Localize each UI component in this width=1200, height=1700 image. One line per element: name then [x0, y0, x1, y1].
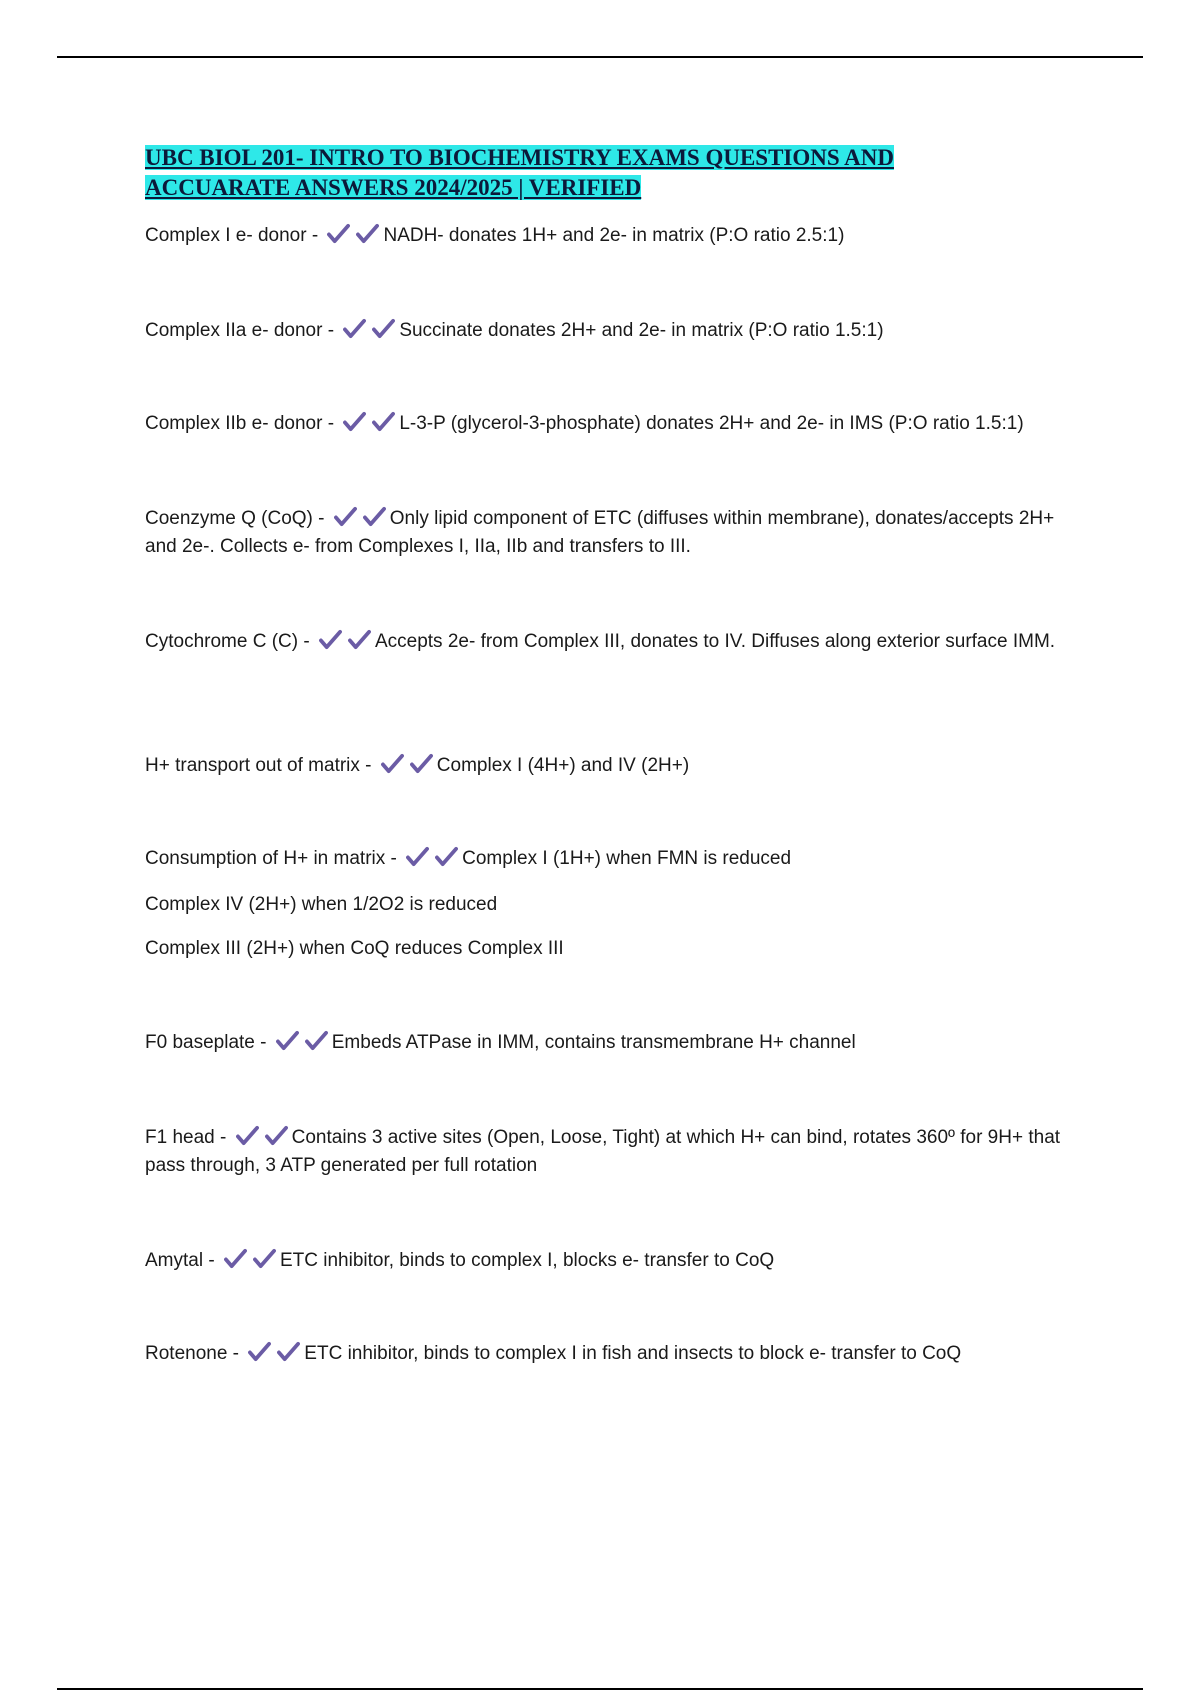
check-icon: [343, 411, 366, 432]
entry-separator: -: [322, 320, 340, 341]
check-icon: [253, 1248, 276, 1269]
entry-separator: -: [312, 508, 330, 529]
top-rule: [57, 56, 1143, 58]
check-pair: [343, 411, 395, 432]
check-icon: [381, 753, 404, 774]
entry-term: Cytochrome C (C): [145, 631, 299, 652]
entry-answer: Embeds ATPase in IMM, contains transmembrane H+ channel: [331, 1032, 856, 1053]
qa-entry: [145, 1340, 1075, 1368]
qa-entry: [145, 845, 1075, 873]
check-icon: [334, 506, 357, 527]
entry-term: Amytal: [145, 1250, 204, 1271]
entry-answer: Complex I (1H+) when FMN is reduced: [462, 848, 792, 869]
check-icon: [348, 629, 371, 650]
entry-term: Complex IIa e- donor: [145, 320, 323, 341]
entry-answer: ETC inhibitor, binds to complex I, blocks e- transfer to CoQ: [279, 1250, 775, 1271]
entry-answer: Accepts 2e- from Complex III, donates to IV. Diffuses along exterior surface IMM.: [374, 631, 1056, 652]
qa-entry: [145, 410, 1075, 438]
entry-term: F0 baseplate: [145, 1032, 255, 1053]
entry-answer: Succinate donates 2H+ and 2e- in matrix (P:O ratio 1.5:1): [399, 320, 884, 341]
entry-separator: -: [298, 631, 315, 652]
entry-separator: -: [203, 1250, 220, 1271]
entry-answer: ETC inhibitor, binds to complex I in fish and insects to block e- transfer to CoQ: [304, 1343, 962, 1364]
entry-term: Coenzyme Q (CoQ): [145, 508, 313, 529]
check-icon: [305, 1030, 328, 1051]
check-pair: [248, 1341, 300, 1362]
check-icon: [372, 318, 395, 339]
entry-separator: -: [322, 413, 340, 434]
title-line-1: UBC BIOL 201- INTRO TO BIOCHEMISTRY EXAMS QUESTIONS AND: [145, 145, 894, 170]
qa-entry: [145, 505, 1075, 561]
check-icon: [410, 753, 433, 774]
bottom-rule: [57, 1688, 1143, 1690]
entry-answer: Complex I (4H+) and IV (2H+): [436, 755, 690, 776]
check-icon: [319, 629, 342, 650]
check-pair: [224, 1248, 276, 1269]
qa-entry: [145, 628, 1075, 656]
entry-separator: -: [385, 848, 403, 869]
check-icon: [372, 411, 395, 432]
check-pair: [381, 753, 433, 774]
entry-term: H+ transport out of matrix: [145, 755, 360, 776]
check-pair: [327, 223, 379, 244]
entry-answer: Contains 3 active sites (Open, Loose, Tight) at which H+ can bind, rotates 360º for 9H+ that pass through, 3 ATP generated per full rotation: [145, 1127, 1061, 1176]
check-icon: [265, 1125, 288, 1146]
check-pair: [276, 1030, 328, 1051]
entry-separator: -: [359, 755, 377, 776]
continuation-line: Complex III (2H+) when CoQ reduces Complex III: [145, 938, 564, 959]
entry-answer: L-3-P (glycerol-3-phosphate) donates 2H+ and 2e- in IMS (P:O ratio 1.5:1): [399, 413, 1024, 434]
entry-term: Consumption of H+ in matrix: [145, 848, 386, 869]
check-icon: [236, 1125, 259, 1146]
check-pair: [319, 629, 371, 650]
entry-term: Complex IIb e- donor: [145, 413, 323, 434]
check-icon: [248, 1341, 271, 1362]
continuation-line: Complex IV (2H+) when 1/2O2 is reduced: [145, 894, 498, 915]
check-icon: [277, 1341, 300, 1362]
qa-entry: [145, 222, 1075, 250]
entry-answer: Only lipid component of ETC (diffuses within membrane), donates/accepts 2H+ and 2e-. Collects e- from Complexes I, IIa, IIb and transfers to III.: [145, 508, 1055, 557]
check-icon: [276, 1030, 299, 1051]
check-pair: [334, 506, 386, 527]
entry-separator: -: [306, 225, 324, 246]
entry-separator: -: [254, 1032, 272, 1053]
qa-entry: [145, 1247, 1075, 1275]
entry-answer: NADH- donates 1H+ and 2e- in matrix (P:O ratio 2.5:1): [383, 225, 845, 246]
entry-term: Complex I e- donor: [145, 225, 307, 246]
check-pair: [236, 1125, 288, 1146]
entry-separator: -: [214, 1127, 232, 1148]
qa-entry: [145, 1124, 1075, 1180]
check-icon: [363, 506, 386, 527]
qa-entry: [145, 317, 1075, 345]
check-icon: [327, 223, 350, 244]
title-line-2: ACCUARATE ANSWERS 2024/2025 | VERIFIED: [145, 175, 642, 200]
check-icon: [356, 223, 379, 244]
check-icon: [406, 846, 429, 867]
entry-term: Rotenone: [145, 1343, 228, 1364]
entry-separator: -: [227, 1343, 245, 1364]
check-icon: [224, 1248, 247, 1269]
document-title: [145, 143, 1045, 203]
entry-term: F1 head: [145, 1127, 215, 1148]
check-icon: [343, 318, 366, 339]
qa-entry: [145, 1029, 1075, 1057]
qa-entry: [145, 752, 1075, 780]
check-pair: [406, 846, 458, 867]
check-icon: [435, 846, 458, 867]
check-pair: [343, 318, 395, 339]
